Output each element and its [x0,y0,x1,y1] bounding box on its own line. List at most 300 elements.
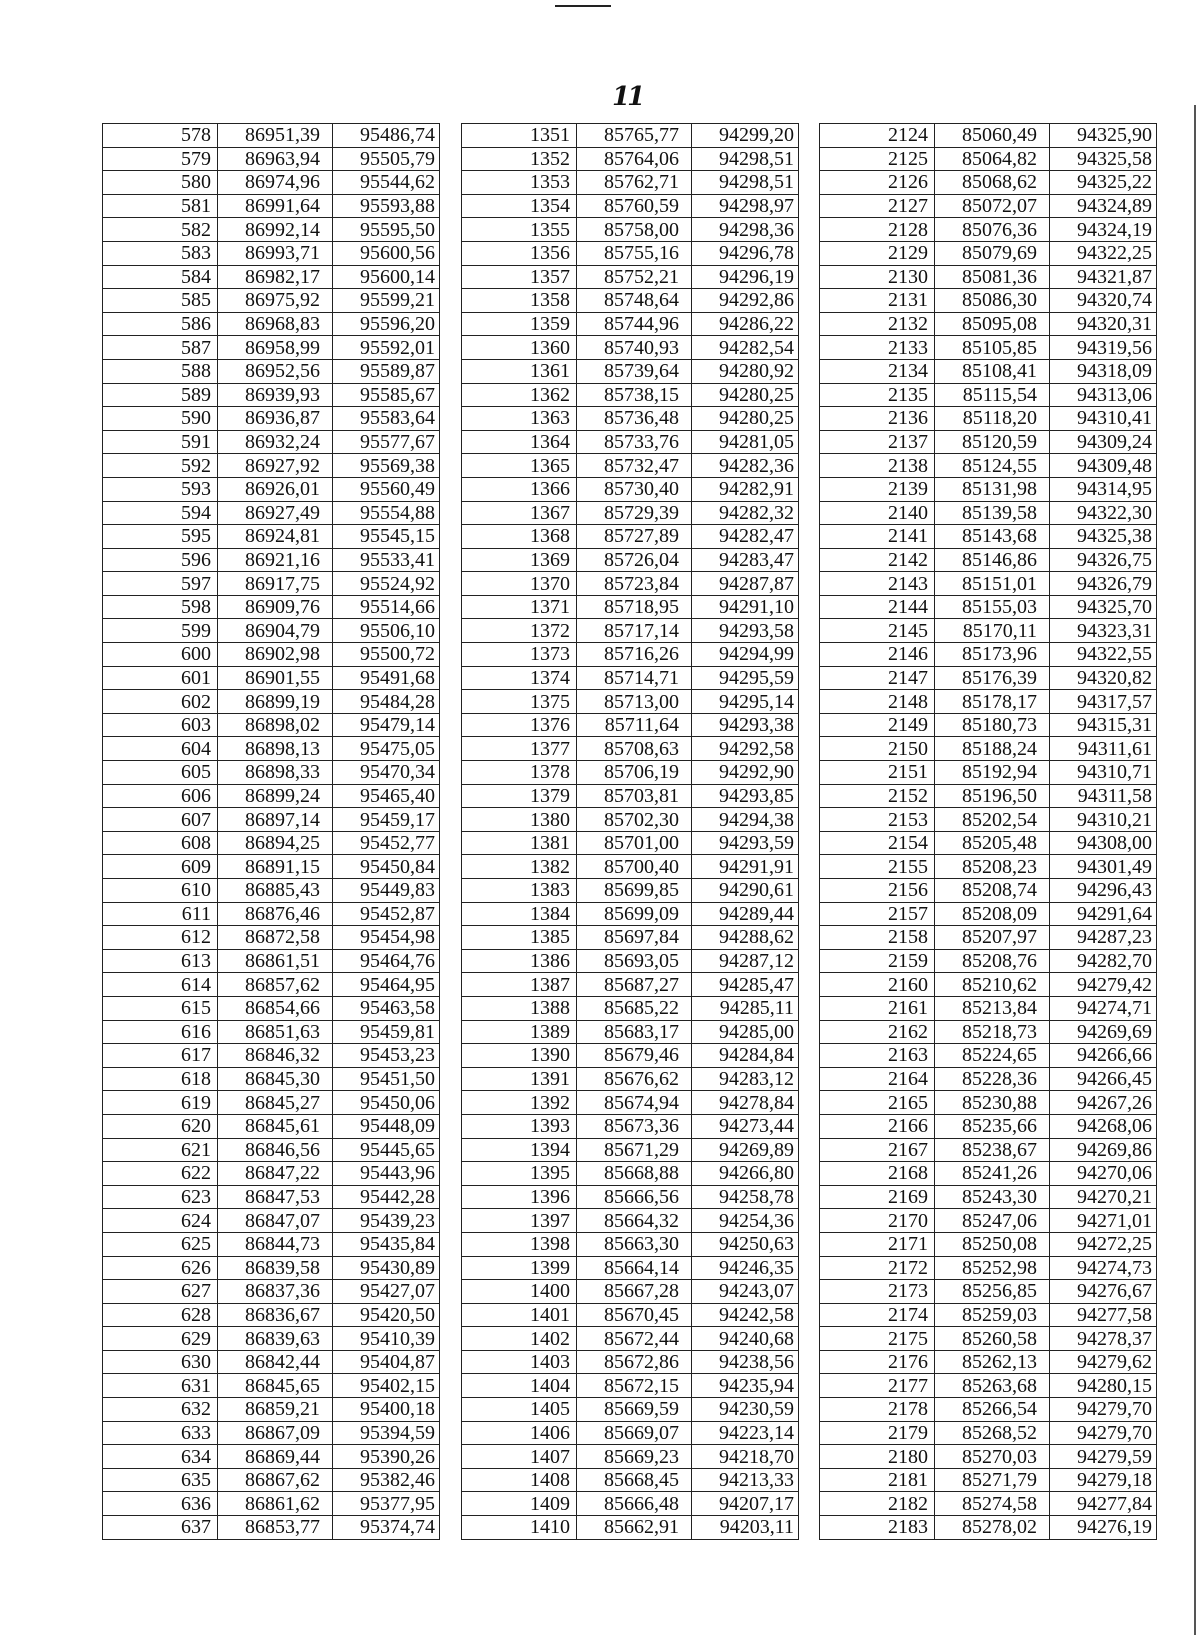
y-coordinate-cell: 94223,14 [692,1421,799,1445]
y-coordinate-cell: 94287,23 [1050,926,1157,950]
point-number-cell: 1392 [462,1091,577,1115]
table-row [462,737,799,761]
x-coordinate-cell: 86853,77 [218,1516,333,1540]
table-row [103,265,440,289]
point-number-cell: 1367 [462,501,577,525]
point-number-cell: 2126 [820,171,935,195]
table-row [103,784,440,808]
point-number-cell: 1390 [462,1044,577,1068]
x-coordinate-cell: 85143,68 [935,525,1050,549]
point-number-cell: 2143 [820,572,935,596]
point-number-cell: 1400 [462,1280,577,1304]
x-coordinate-cell: 85717,14 [577,619,692,643]
y-coordinate-cell: 94325,38 [1050,525,1157,549]
x-coordinate-cell: 85700,40 [577,855,692,879]
x-coordinate-cell: 86847,22 [218,1162,333,1186]
y-coordinate-cell: 95390,26 [333,1445,440,1469]
point-number-cell: 1352 [462,147,577,171]
x-coordinate-cell: 85192,94 [935,761,1050,785]
point-number-cell: 2177 [820,1374,935,1398]
table-row [820,407,1157,431]
y-coordinate-cell: 95430,89 [333,1256,440,1280]
y-coordinate-cell: 94240,68 [692,1327,799,1351]
x-coordinate-cell: 85711,64 [577,713,692,737]
point-number-cell: 1386 [462,949,577,973]
table-row [462,477,799,501]
y-coordinate-cell: 94323,31 [1050,619,1157,643]
table-row [462,241,799,265]
y-coordinate-cell: 94266,45 [1050,1067,1157,1091]
y-coordinate-cell: 95400,18 [333,1398,440,1422]
y-coordinate-cell: 94322,55 [1050,643,1157,667]
y-coordinate-cell: 94309,24 [1050,430,1157,454]
point-number-cell: 1402 [462,1327,577,1351]
y-coordinate-cell: 94280,25 [692,407,799,431]
table-row [820,737,1157,761]
point-number-cell: 2181 [820,1468,935,1492]
table-row [103,1256,440,1280]
y-coordinate-cell: 95442,28 [333,1185,440,1209]
table-row [820,1044,1157,1068]
point-number-cell: 2140 [820,501,935,525]
y-coordinate-cell: 94310,41 [1050,407,1157,431]
table-row [103,1327,440,1351]
point-number-cell: 1371 [462,595,577,619]
point-number-cell: 1373 [462,643,577,667]
point-number-cell: 1357 [462,265,577,289]
table-row [820,124,1157,148]
x-coordinate-cell: 86854,66 [218,996,333,1020]
y-coordinate-cell: 94326,75 [1050,548,1157,572]
point-number-cell: 1364 [462,430,577,454]
x-coordinate-cell: 85115,54 [935,383,1050,407]
x-coordinate-cell: 85668,88 [577,1162,692,1186]
x-coordinate-cell: 86898,33 [218,761,333,785]
table-row [103,1468,440,1492]
y-coordinate-cell: 94279,18 [1050,1468,1157,1492]
point-number-cell: 2147 [820,666,935,690]
x-coordinate-cell: 85210,62 [935,973,1050,997]
x-coordinate-cell: 85762,71 [577,171,692,195]
y-coordinate-cell: 94291,91 [692,855,799,879]
table-row [462,1280,799,1304]
table-row [462,312,799,336]
x-coordinate-cell: 85716,26 [577,643,692,667]
point-number-cell: 1406 [462,1421,577,1445]
table-row [103,572,440,596]
x-coordinate-cell: 85151,01 [935,572,1050,596]
point-number-cell: 581 [103,194,218,218]
table-row [820,312,1157,336]
x-coordinate-cell: 85679,46 [577,1044,692,1068]
y-coordinate-cell: 95479,14 [333,713,440,737]
table-row [103,973,440,997]
point-number-cell: 1351 [462,124,577,148]
y-coordinate-cell: 95596,20 [333,312,440,336]
table-row [820,831,1157,855]
x-coordinate-cell: 85228,36 [935,1067,1050,1091]
y-coordinate-cell: 94286,22 [692,312,799,336]
x-coordinate-cell: 86924,81 [218,525,333,549]
y-coordinate-cell: 94218,70 [692,1445,799,1469]
y-coordinate-cell: 94293,85 [692,784,799,808]
x-coordinate-cell: 86861,51 [218,949,333,973]
x-coordinate-cell: 86993,71 [218,241,333,265]
x-coordinate-cell: 85118,20 [935,407,1050,431]
y-coordinate-cell: 95452,87 [333,902,440,926]
y-coordinate-cell: 94243,07 [692,1280,799,1304]
table-row [820,713,1157,737]
point-number-cell: 579 [103,147,218,171]
table-row [103,1303,440,1327]
page-number: 11 [612,82,643,112]
y-coordinate-cell: 94282,36 [692,454,799,478]
x-coordinate-cell: 85676,62 [577,1067,692,1091]
x-coordinate-cell: 85727,89 [577,525,692,549]
table-row [103,1232,440,1256]
point-number-cell: 594 [103,501,218,525]
table-row [820,171,1157,195]
table-row [103,902,440,926]
point-number-cell: 1387 [462,973,577,997]
table-row [462,430,799,454]
table-row [462,124,799,148]
y-coordinate-cell: 95500,72 [333,643,440,667]
point-number-cell: 622 [103,1162,218,1186]
point-number-cell: 2133 [820,336,935,360]
point-number-cell: 618 [103,1067,218,1091]
x-coordinate-cell: 85266,54 [935,1398,1050,1422]
point-number-cell: 2174 [820,1303,935,1327]
point-number-cell: 2150 [820,737,935,761]
point-number-cell: 2172 [820,1256,935,1280]
point-number-cell: 584 [103,265,218,289]
x-coordinate-cell: 85703,81 [577,784,692,808]
y-coordinate-cell: 95545,15 [333,525,440,549]
table-row [820,218,1157,242]
point-number-cell: 2168 [820,1162,935,1186]
table-row [103,949,440,973]
x-coordinate-cell: 85752,21 [577,265,692,289]
y-coordinate-cell: 94213,33 [692,1468,799,1492]
point-number-cell: 621 [103,1138,218,1162]
y-coordinate-cell: 94308,00 [1050,831,1157,855]
point-number-cell: 583 [103,241,218,265]
point-number-cell: 2128 [820,218,935,242]
x-coordinate-cell: 85697,84 [577,926,692,950]
table-row [103,477,440,501]
point-number-cell: 1366 [462,477,577,501]
y-coordinate-cell: 94246,35 [692,1256,799,1280]
point-number-cell: 2175 [820,1327,935,1351]
y-coordinate-cell: 95394,59 [333,1421,440,1445]
x-coordinate-cell: 85238,67 [935,1138,1050,1162]
y-coordinate-cell: 95560,49 [333,477,440,501]
x-coordinate-cell: 85068,62 [935,171,1050,195]
y-coordinate-cell: 94279,62 [1050,1350,1157,1374]
y-coordinate-cell: 94318,09 [1050,359,1157,383]
point-number-cell: 2183 [820,1516,935,1540]
table-row [103,1516,440,1540]
x-coordinate-cell: 85155,03 [935,595,1050,619]
table-row [462,1091,799,1115]
x-coordinate-cell: 85758,00 [577,218,692,242]
y-coordinate-cell: 95459,17 [333,808,440,832]
y-coordinate-cell: 95454,98 [333,926,440,950]
table-row [103,1067,440,1091]
point-number-cell: 1363 [462,407,577,431]
x-coordinate-cell: 86951,39 [218,124,333,148]
x-coordinate-cell: 86927,92 [218,454,333,478]
table-row [820,1398,1157,1422]
x-coordinate-cell: 85243,30 [935,1185,1050,1209]
x-coordinate-cell: 86845,30 [218,1067,333,1091]
point-number-cell: 624 [103,1209,218,1233]
table-row [103,407,440,431]
x-coordinate-cell: 85667,28 [577,1280,692,1304]
point-number-cell: 598 [103,595,218,619]
point-number-cell: 586 [103,312,218,336]
point-number-cell: 2166 [820,1114,935,1138]
x-coordinate-cell: 86901,55 [218,666,333,690]
x-coordinate-cell: 85095,08 [935,312,1050,336]
point-number-cell: 610 [103,879,218,903]
x-coordinate-cell: 85076,36 [935,218,1050,242]
point-number-cell: 2155 [820,855,935,879]
point-number-cell: 580 [103,171,218,195]
table-row [820,336,1157,360]
point-number-cell: 2156 [820,879,935,903]
point-number-cell: 2171 [820,1232,935,1256]
table-row [462,595,799,619]
y-coordinate-cell: 95459,81 [333,1020,440,1044]
table-row [462,879,799,903]
x-coordinate-cell: 85260,58 [935,1327,1050,1351]
table-row [103,548,440,572]
point-number-cell: 633 [103,1421,218,1445]
point-number-cell: 1408 [462,1468,577,1492]
table-row [462,1350,799,1374]
table-row [103,1350,440,1374]
table-row [462,1114,799,1138]
point-number-cell: 589 [103,383,218,407]
table-row [462,1468,799,1492]
table-row [820,855,1157,879]
y-coordinate-cell: 95524,92 [333,572,440,596]
y-coordinate-cell: 94291,64 [1050,902,1157,926]
point-number-cell: 593 [103,477,218,501]
table-row [820,1303,1157,1327]
y-coordinate-cell: 94277,84 [1050,1492,1157,1516]
x-coordinate-cell: 85230,88 [935,1091,1050,1115]
point-number-cell: 1403 [462,1350,577,1374]
point-number-cell: 604 [103,737,218,761]
table-row [103,666,440,690]
point-number-cell: 2144 [820,595,935,619]
table-row [820,1209,1157,1233]
table-row [103,454,440,478]
y-coordinate-cell: 94250,63 [692,1232,799,1256]
y-coordinate-cell: 95449,83 [333,879,440,903]
point-number-cell: 619 [103,1091,218,1115]
y-coordinate-cell: 94274,73 [1050,1256,1157,1280]
x-coordinate-cell: 85726,04 [577,548,692,572]
table-row [820,147,1157,171]
x-coordinate-cell: 85669,59 [577,1398,692,1422]
y-coordinate-cell: 95491,68 [333,666,440,690]
y-coordinate-cell: 94280,25 [692,383,799,407]
point-number-cell: 2157 [820,902,935,926]
table-row [103,737,440,761]
y-coordinate-cell: 94279,42 [1050,973,1157,997]
y-coordinate-cell: 94278,84 [692,1091,799,1115]
table-row [103,996,440,1020]
y-coordinate-cell: 94321,87 [1050,265,1157,289]
y-coordinate-cell: 95583,64 [333,407,440,431]
x-coordinate-cell: 85693,05 [577,949,692,973]
table-row [820,1421,1157,1445]
x-coordinate-cell: 85744,96 [577,312,692,336]
table-row [103,1185,440,1209]
point-number-cell: 1383 [462,879,577,903]
point-number-cell: 1362 [462,383,577,407]
table-row [462,1303,799,1327]
table-row [820,1374,1157,1398]
y-coordinate-cell: 94295,14 [692,690,799,714]
table-row [820,1256,1157,1280]
table-row [462,383,799,407]
y-coordinate-cell: 95452,77 [333,831,440,855]
table-row [820,359,1157,383]
point-number-cell: 2164 [820,1067,935,1091]
y-coordinate-cell: 94270,06 [1050,1162,1157,1186]
point-number-cell: 1393 [462,1114,577,1138]
y-coordinate-cell: 94203,11 [692,1516,799,1540]
point-number-cell: 609 [103,855,218,879]
point-number-cell: 2149 [820,713,935,737]
x-coordinate-cell: 85274,58 [935,1492,1050,1516]
table-row [462,973,799,997]
x-coordinate-cell: 85259,03 [935,1303,1050,1327]
y-coordinate-cell: 95600,56 [333,241,440,265]
table-row [820,784,1157,808]
point-number-cell: 1385 [462,926,577,950]
x-coordinate-cell: 86968,83 [218,312,333,336]
y-coordinate-cell: 94279,70 [1050,1421,1157,1445]
x-coordinate-cell: 85755,16 [577,241,692,265]
y-coordinate-cell: 95374,74 [333,1516,440,1540]
point-number-cell: 636 [103,1492,218,1516]
x-coordinate-cell: 85699,09 [577,902,692,926]
point-number-cell: 1365 [462,454,577,478]
y-coordinate-cell: 94324,19 [1050,218,1157,242]
point-number-cell: 617 [103,1044,218,1068]
x-coordinate-cell: 86926,01 [218,477,333,501]
table-row [462,289,799,313]
point-number-cell: 2173 [820,1280,935,1304]
table-row [103,595,440,619]
point-number-cell: 635 [103,1468,218,1492]
coordinates-table-3 [819,123,1157,1540]
table-row [820,1067,1157,1091]
point-number-cell: 587 [103,336,218,360]
y-coordinate-cell: 94310,21 [1050,808,1157,832]
y-coordinate-cell: 94293,38 [692,713,799,737]
point-number-cell: 1382 [462,855,577,879]
y-coordinate-cell: 95465,40 [333,784,440,808]
point-number-cell: 611 [103,902,218,926]
x-coordinate-cell: 86847,07 [218,1209,333,1233]
table-row [103,289,440,313]
point-number-cell: 2145 [820,619,935,643]
table-row [820,1138,1157,1162]
table-row [462,1067,799,1091]
y-coordinate-cell: 94282,70 [1050,949,1157,973]
y-coordinate-cell: 94238,56 [692,1350,799,1374]
x-coordinate-cell: 86909,76 [218,595,333,619]
point-number-cell: 1372 [462,619,577,643]
y-coordinate-cell: 94283,47 [692,548,799,572]
x-coordinate-cell: 86975,92 [218,289,333,313]
x-coordinate-cell: 85262,13 [935,1350,1050,1374]
x-coordinate-cell: 85760,59 [577,194,692,218]
x-coordinate-cell: 85666,48 [577,1492,692,1516]
x-coordinate-cell: 85060,49 [935,124,1050,148]
x-coordinate-cell: 86991,64 [218,194,333,218]
y-coordinate-cell: 94290,61 [692,879,799,903]
table-row [103,1209,440,1233]
x-coordinate-cell: 85708,63 [577,737,692,761]
y-coordinate-cell: 94254,36 [692,1209,799,1233]
table-row [820,383,1157,407]
x-coordinate-cell: 86898,02 [218,713,333,737]
y-coordinate-cell: 94296,19 [692,265,799,289]
point-number-cell: 588 [103,359,218,383]
point-number-cell: 1396 [462,1185,577,1209]
y-coordinate-cell: 95450,06 [333,1091,440,1115]
x-coordinate-cell: 86845,65 [218,1374,333,1398]
y-coordinate-cell: 94280,92 [692,359,799,383]
y-coordinate-cell: 95420,50 [333,1303,440,1327]
top-rule-mark [555,0,611,7]
table-row [820,289,1157,313]
point-number-cell: 629 [103,1327,218,1351]
y-coordinate-cell: 95514,66 [333,595,440,619]
point-number-cell: 1368 [462,525,577,549]
table-row [462,218,799,242]
table-row [462,690,799,714]
y-coordinate-cell: 95589,87 [333,359,440,383]
x-coordinate-cell: 86992,14 [218,218,333,242]
y-coordinate-cell: 95486,74 [333,124,440,148]
table-row [103,926,440,950]
point-number-cell: 1401 [462,1303,577,1327]
point-number-cell: 1361 [462,359,577,383]
table-row [462,713,799,737]
x-coordinate-cell: 85706,19 [577,761,692,785]
x-coordinate-cell: 85124,55 [935,454,1050,478]
table-row [462,1421,799,1445]
point-number-cell: 620 [103,1114,218,1138]
point-number-cell: 1359 [462,312,577,336]
table-row [103,1020,440,1044]
table-row [103,855,440,879]
x-coordinate-cell: 86839,58 [218,1256,333,1280]
table-row [462,265,799,289]
table-row [820,1162,1157,1186]
x-coordinate-cell: 85739,64 [577,359,692,383]
table-row [103,808,440,832]
